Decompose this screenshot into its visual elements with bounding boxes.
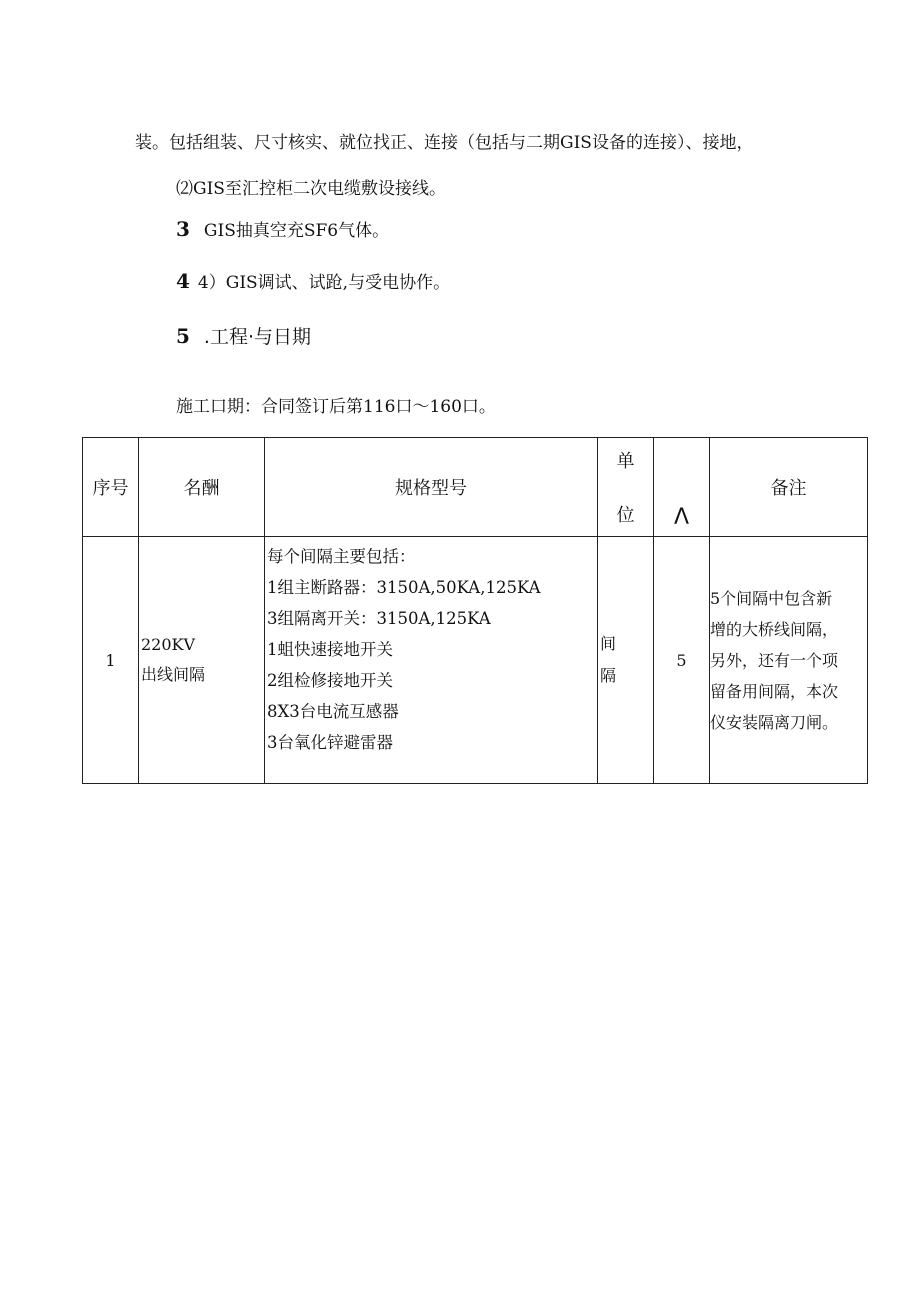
cell-remark (710, 537, 868, 784)
spec-line: 3台氧化锌避雷器 (267, 733, 393, 752)
section-title: .工程·与日期 (203, 326, 312, 348)
remark-line: 另外，还有一个项 (710, 650, 839, 670)
header-unit-bottom: 位 (616, 505, 635, 526)
spec-line: 1蛆快速接地开关 (267, 640, 393, 659)
header-unit-top: 单 (616, 451, 635, 472)
equipment-table (82, 437, 868, 784)
item-number: 3 (176, 217, 190, 241)
header-qty-label: Λ (673, 505, 690, 530)
list-item-3 (176, 216, 389, 241)
remark-line: 留备用间隔，本次 (710, 681, 839, 701)
table-header-row (83, 438, 868, 537)
cell-spec (265, 537, 598, 784)
list-item-4 (176, 268, 450, 293)
schedule-line: 施工口期：合同签订后第116口～160口。 (176, 397, 496, 417)
unit-line-1: 间 (600, 634, 617, 653)
spec-line: 3组隔离开关：3150A,125KA (267, 609, 491, 628)
remark-line: 仪安装隔离刀闸。 (710, 712, 839, 732)
remark-line: 5个间隔中包含新 (710, 588, 833, 608)
header-remark: 备注 (710, 438, 868, 537)
header-seq: 序号 (83, 438, 139, 537)
name-line-1: 220KV (141, 635, 196, 654)
table-row (83, 537, 868, 784)
cell-seq: 1 (83, 537, 139, 784)
spec-line: 2组检修接地开关 (267, 671, 393, 690)
item-text: 4）GIS调试、试跄,与受电协作。 (197, 273, 451, 293)
spec-line: 8X3台电流互感器 (267, 702, 399, 721)
header-spec: 规格型号 (265, 438, 598, 537)
header-name: 名酬 (139, 438, 265, 537)
section-heading-5 (176, 322, 311, 349)
paragraph-line-1: 装。包括组装、尺寸核实、就位找正、连接（包括与二期GIS设备的连接）、接地， (135, 133, 754, 153)
item-number: 4 (176, 269, 190, 293)
paragraph-line-2: ⑵GIS至汇控柜二次电缆敷设接线。 (176, 179, 446, 199)
name-line-2: 出线间隔 (141, 665, 206, 684)
item-number: 5 (176, 324, 190, 348)
item-text: GIS抽真空充SF6气体。 (203, 221, 390, 241)
spec-line: 1组主断路器：3150A,50KA,125KA (267, 578, 541, 597)
remark-line: 增的大桥线间隔， (710, 619, 839, 639)
unit-line-2: 隔 (600, 666, 617, 685)
header-qty (654, 438, 710, 537)
header-unit (598, 438, 654, 537)
cell-qty: 5 (654, 537, 710, 784)
cell-unit (598, 537, 654, 784)
spec-line: 每个间隔主要包括： (267, 547, 416, 566)
cell-name (139, 537, 265, 784)
